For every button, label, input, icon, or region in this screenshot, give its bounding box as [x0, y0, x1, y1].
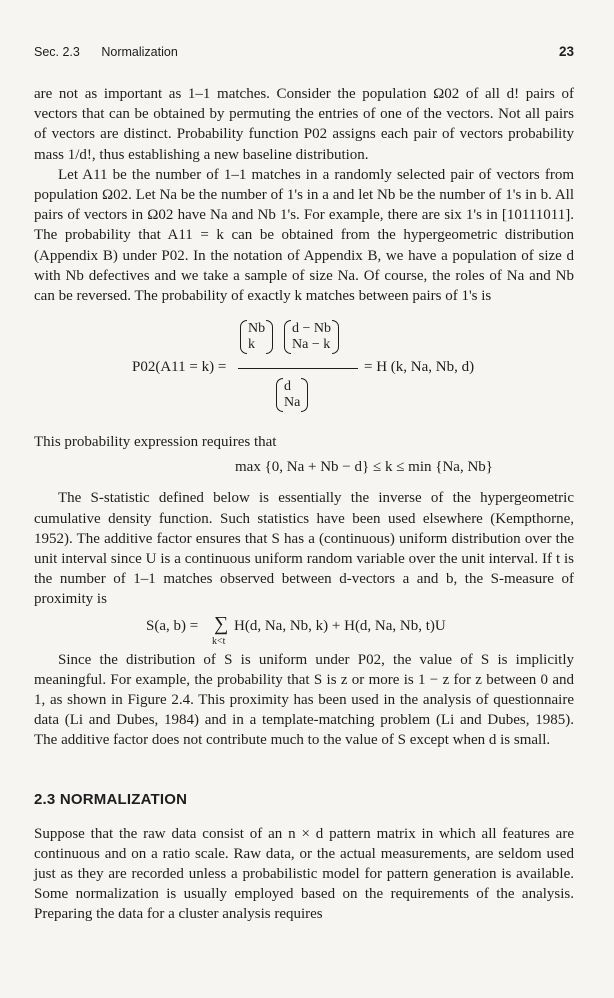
- equation-hypergeometric: [34, 306, 574, 432]
- body-text: [34, 84, 574, 925]
- binomial-bottom: k: [248, 337, 255, 353]
- equation-rhs: H(d, Na, Nb, k) + H(d, Na, Nb, t)U: [234, 617, 446, 634]
- equation-rhs: = H (k, Na, Nb, d): [364, 359, 475, 376]
- paragraph: This probability expression requires that: [34, 434, 277, 451]
- equation-s-measure: [34, 610, 574, 650]
- paragraph: Suppose that the raw data consist of an n × d pattern matrix in which all features are continuous and on a ratio scale. Raw data, or the actual measurements, are seldom used just as they are recorded unless a probabilistic model for pattern generation is available. Some normalization is usually employed based on the requirements of the analysis. Preparing the data for a cluster analysis requires: [34, 825, 574, 923]
- section-title: Normalization: [101, 45, 178, 59]
- equation-lhs: S(a, b) =: [146, 617, 199, 634]
- paragraph: The S-statistic defined below is essentially the inverse of the hypergeometric cumulative density function. Such statistics have been used elsewhere (Kempthorne, 1952). The additive factor ensures that S has a (continuous) uniform distribution over the unit interval since U is a continuous uniform random variable over the unit interval. If t is the number of 1–1 matches observed between d-vectors a and b, the S-measure of proximity is: [34, 490, 574, 608]
- paragraph: Since the distribution of S is uniform under P02, the value of S is implicitly meaningful. For example, the probability that S is z or more is 1 − z for z between 0 and 1, as shown in Figure 2.4. This proximity has been used in the analysis of questionnaire data (Li and Dubes, 1984) and in a template-matching problem (Li and Dubes, 1985). The additive factor does not contribute much to the value of S except when d is small.: [34, 651, 574, 749]
- binomial-top: d − Nb: [292, 321, 332, 337]
- binomial: [284, 320, 339, 354]
- paragraph: Let A11 be the number of 1–1 matches in a randomly selected pair of vectors from population Ω02. Let Na be the number of 1's in a and let Nb be the number of 1's in b. All pairs of vectors in Ω02 have Na and Nb 1's. For example, there are six 1's in [10111011]. The probability that A11 = k can be obtained from the hypergeometric distribution (Appendix B) under P02. In the notation of Appendix B, we have a population of size d with Nb defectives and we take a sample of size Na. Of course, the roles of Na and Nb can be reversed. The probability of exactly k matches between pairs of 1's is: [34, 166, 574, 305]
- paragraph: are not as important as 1–1 matches. Consider the population Ω02 of all d! pairs of vectors that can be obtained by permuting the entries of one of the vectors. Not all pairs of vectors are distinct. Probability function P02 assigns each pair of vectors probability mass 1/d!, thus establishing a new baseline distribution.: [34, 86, 574, 163]
- binomial-top: d: [284, 379, 291, 395]
- binomial: [240, 320, 273, 354]
- binomial: [276, 378, 308, 412]
- section-heading: 2.3 NORMALIZATION: [34, 790, 188, 808]
- summation-index: k<t: [212, 635, 226, 647]
- running-header: [34, 44, 574, 59]
- binomial-top: Nb: [248, 321, 266, 337]
- binomial-bottom: Na − k: [292, 337, 331, 353]
- equation-constraint: max {0, Na + Nb − d} ≤ k ≤ min {Na, Nb}: [235, 459, 493, 476]
- summation-symbol: ∑: [214, 612, 229, 635]
- fraction-bar: [238, 368, 358, 369]
- page-number: 23: [558, 44, 574, 59]
- equation-lhs: P02(A11 = k) =: [132, 359, 227, 376]
- section-number: Sec. 2.3: [34, 45, 80, 59]
- header-left: [34, 45, 178, 59]
- binomial-bottom: Na: [284, 395, 301, 411]
